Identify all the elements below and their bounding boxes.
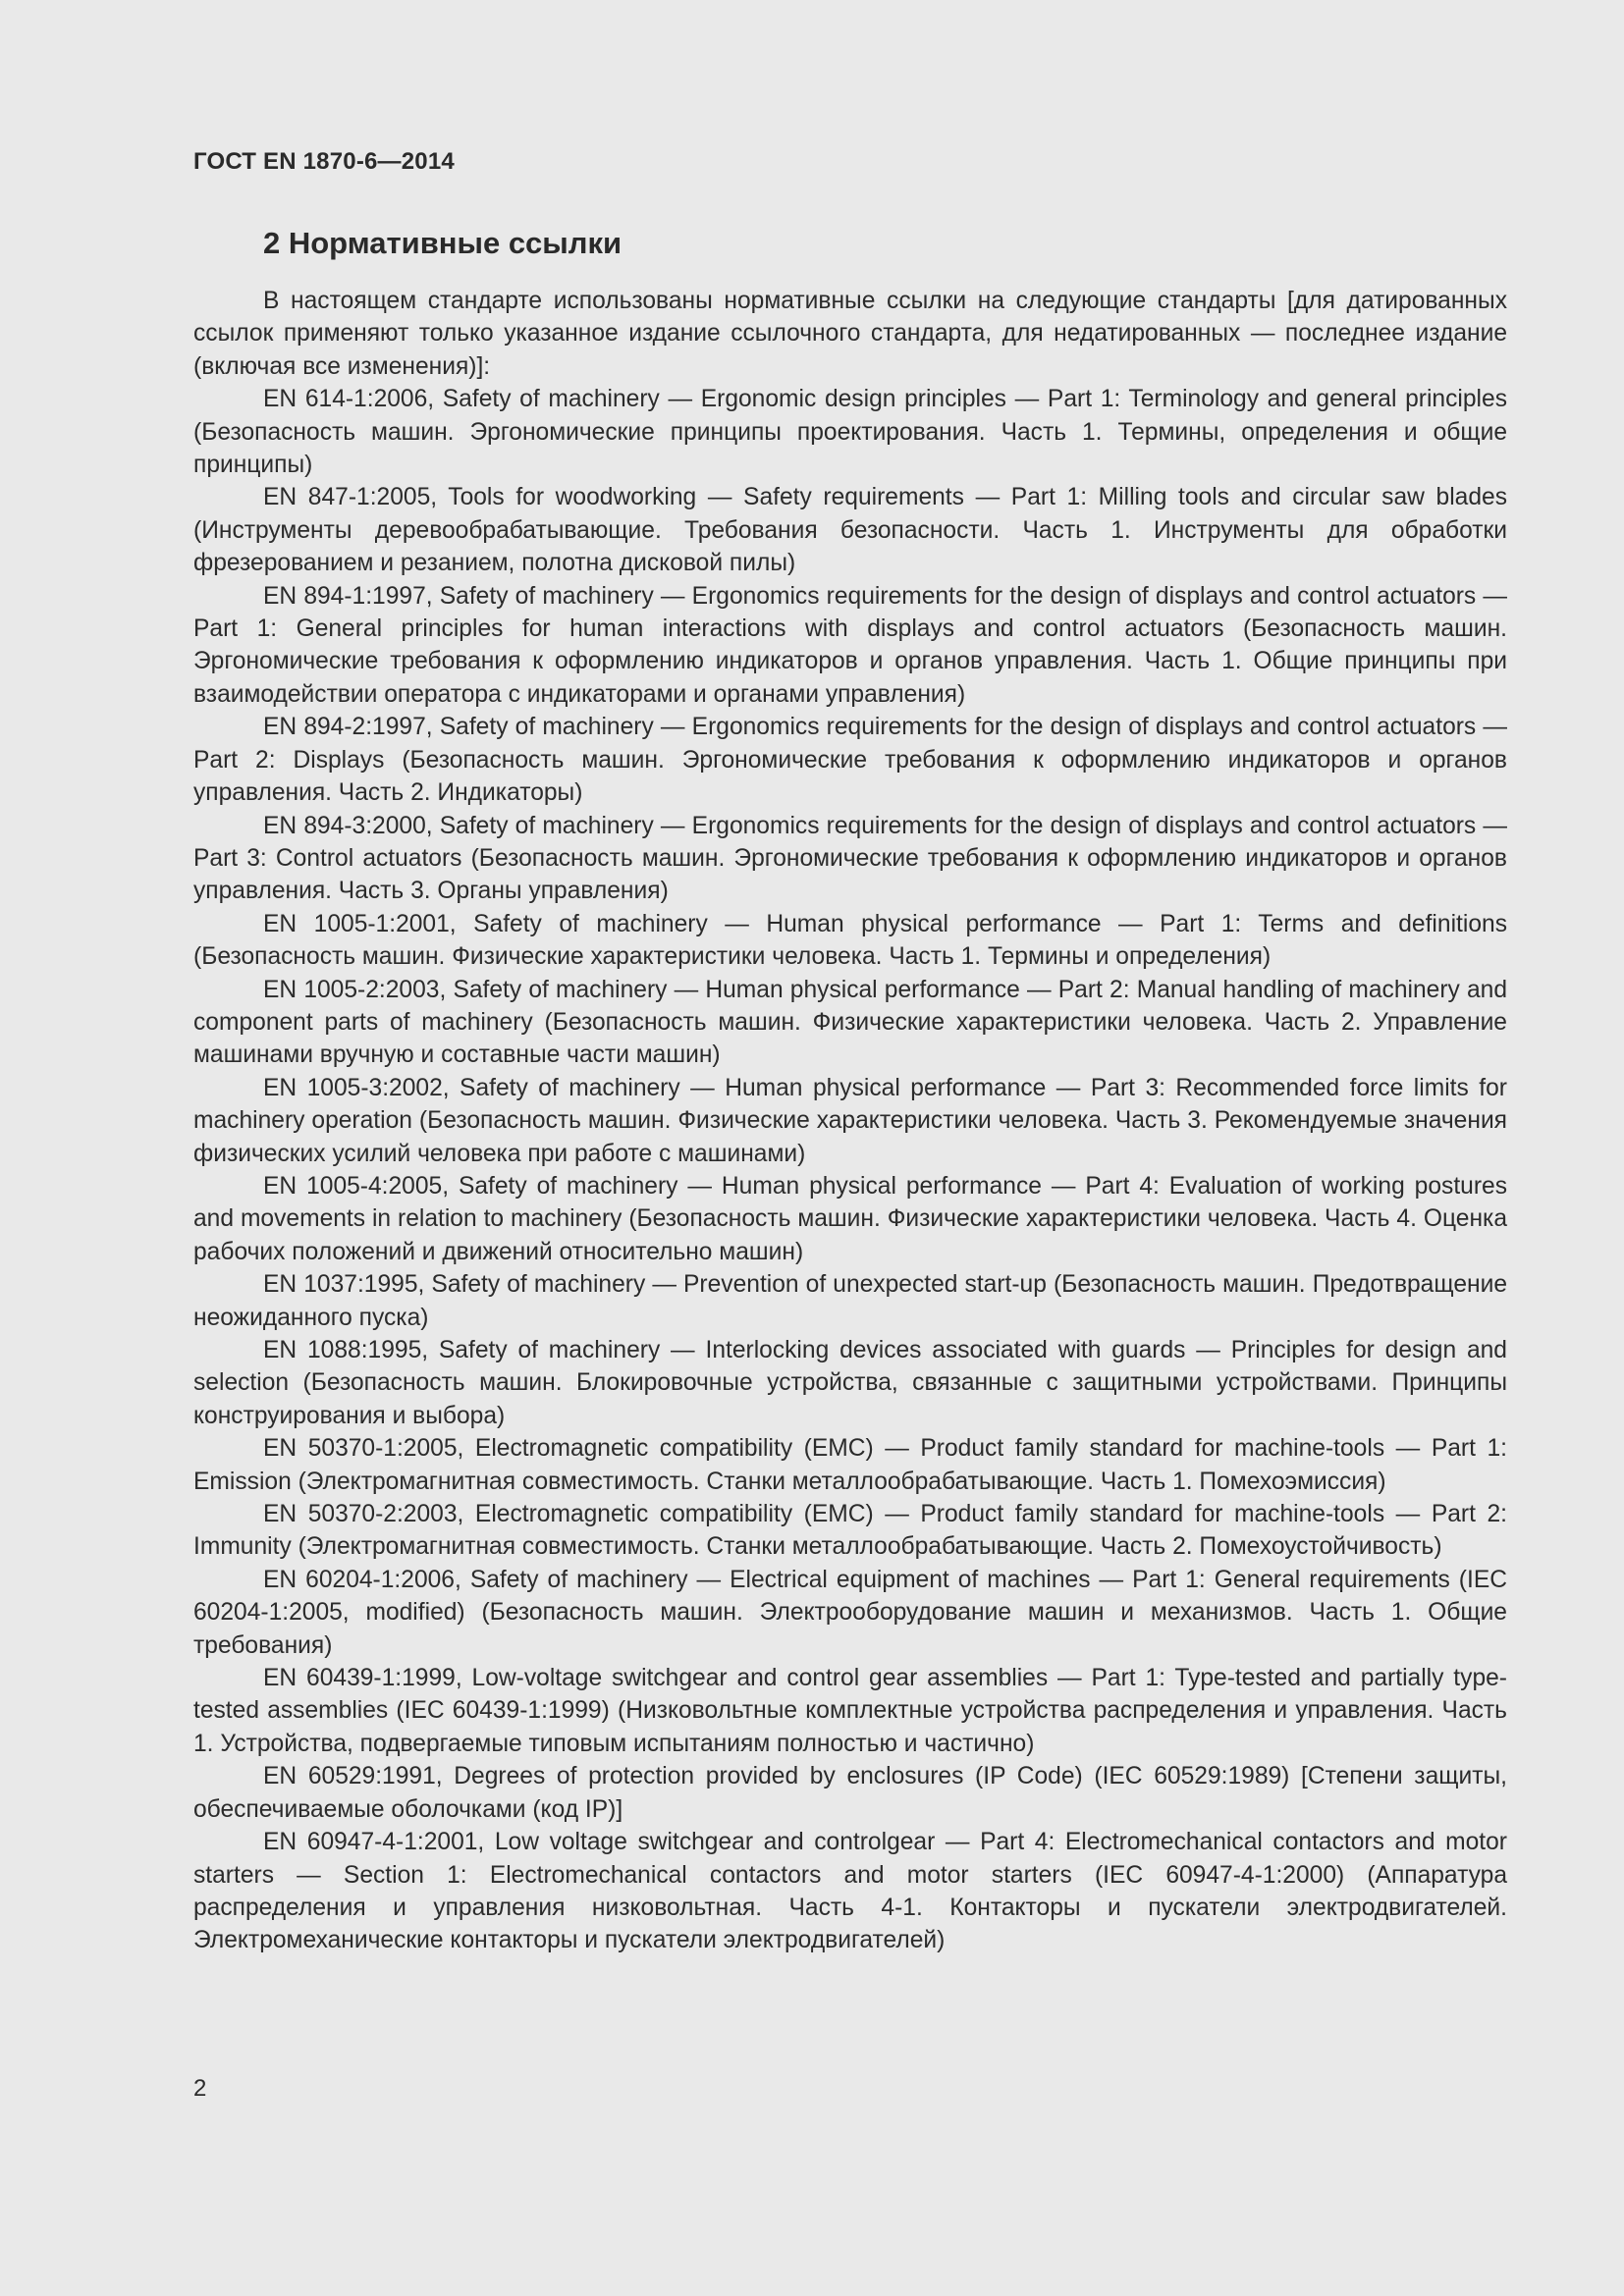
reference-item: EN 1037:1995, Safety of machinery — Prevention of unexpected start-up (Безопасность машин. Предотвращение неожиданного пуска) <box>193 1271 1507 1331</box>
reference-item: EN 60947-4-1:2001, Low voltage switchgear and controlgear — Part 4: Electromechanical contactors and motor starters — Section 1: Electromechanical contactors and motor starters (IEC 60947-4-1:2000) (Аппаратура распределения и управления низковольтная. Часть 4-1. Контакторы и пускатели электродвигателей. Электромеханические контакторы и пускатели электродвигателей) <box>193 1829 1507 1954</box>
reference-item: EN 60204-1:2006, Safety of machinery — Electrical equipment of machines — Part 1: General requirements (IEC 60204-1:2005, modified) (Безопасность машин. Электрооборудование машин и механизмов. Часть 1. Общие требования) <box>193 1566 1507 1659</box>
reference-item: EN 50370-1:2005, Electromagnetic compatibility (EMC) — Product family standard for machine-tools — Part 1: Emission (Электромагнитная совместимость. Станки металлообрабатывающие. Часть 1. Помехоэмиссия) <box>193 1435 1507 1495</box>
reference-item: EN 614-1:2006, Safety of machinery — Ergonomic design principles — Part 1: Terminology and general principles (Безопасность машин. Эргономические принципы проектирования. Часть 1. Термины, определения и общие принципы) <box>193 386 1507 479</box>
reference-item: EN 1088:1995, Safety of machinery — Interlocking devices associated with guards — Principles for design and selection (Безопасность машин. Блокировочные устройства, связанные с защитными устройствами. Принципы конструирования и выбора) <box>193 1337 1507 1429</box>
reference-item: EN 1005-1:2001, Safety of machinery — Human physical performance — Part 1: Terms and definitions (Безопасность машин. Физические характеристики человека. Часть 1. Термины и определения) <box>193 910 1507 971</box>
reference-item: EN 1005-4:2005, Safety of machinery — Human physical performance — Part 4: Evaluation of working postures and movements in relation to machinery (Безопасность машин. Физические характеристики человека. Часть 4. Оценка рабочих положений и движений относительно машин) <box>193 1172 1507 1265</box>
section-title: 2 Нормативные ссылки <box>263 226 623 260</box>
reference-item: EN 894-1:1997, Safety of machinery — Ergonomics requirements for the design of displays and control actuators — Part 1: General principles for human interactions with displays and control actuators (Безопасность машин. Эргономические требования к оформлению индикаторов и органов управления. Часть 1. Общие принципы при взаимодействии оператора с индикаторами и органами управления) <box>193 582 1507 708</box>
reference-item: EN 1005-3:2002, Safety of machinery — Human physical performance — Part 3: Recommended force limits for machinery operation (Безопасность машин. Физические характеристики человека. Часть 3. Рекомендуемые значения физических усилий человека при работе с машинами) <box>193 1074 1507 1167</box>
section-content <box>193 285 1507 1957</box>
page-number: 2 <box>193 2075 207 2102</box>
reference-item: EN 60529:1991, Degrees of protection provided by enclosures (IP Code) (IEC 60529:1989) [Степени защиты, обеспечиваемые оболочками (код IP)] <box>193 1763 1507 1823</box>
document-header: ГОСТ EN 1870-6—2014 <box>193 148 455 175</box>
intro-paragraph: В настоящем стандарте использованы нормативные ссылки на следующие стандарты [для датированных ссылок применяют только указанное издание ссылочного стандарта, для недатированных — последнее издание (включая все изменения)]: <box>193 288 1507 380</box>
reference-item: EN 50370-2:2003, Electromagnetic compatibility (EMC) — Product family standard for machine-tools — Part 2: Immunity (Электромагнитная совместимость. Станки металлообрабатывающие. Часть 2. Помехоустойчивость) <box>193 1501 1507 1561</box>
reference-item: EN 894-3:2000, Safety of machinery — Ergonomics requirements for the design of displays and control actuators — Part 3: Control actuators (Безопасность машин. Эргономические требования к оформлению индикаторов и органов управления. Часть 3. Органы управления) <box>193 812 1507 905</box>
reference-item: EN 1005-2:2003, Safety of machinery — Human physical performance — Part 2: Manual handling of machinery and component parts of machinery (Безопасность машин. Физические характеристики человека. Часть 2. Управление машинами вручную и составные части машин) <box>193 976 1507 1069</box>
reference-item: EN 60439-1:1999, Low-voltage switchgear and control gear assemblies — Part 1: Type-tested and partially type-tested assemblies (IEC 60439-1:1999) (Низковольтные комплектные устройства распределения и управления. Часть 1. Устройства, подвергаемые типовым испытаниям полностью и частично) <box>193 1665 1507 1757</box>
reference-item: EN 894-2:1997, Safety of machinery — Ergonomics requirements for the design of displays and control actuators — Part 2: Displays (Безопасность машин. Эргономические требования к оформлению индикаторов и органов управления. Часть 2. Индикаторы) <box>193 714 1507 807</box>
reference-item: EN 847-1:2005, Tools for woodworking — Safety requirements — Part 1: Milling tools and circular saw blades (Инструменты деревообрабатывающие. Требования безопасности. Часть 1. Инструменты для обработки фрезерованием и резанием, полотна дисковой пилы) <box>193 484 1507 577</box>
